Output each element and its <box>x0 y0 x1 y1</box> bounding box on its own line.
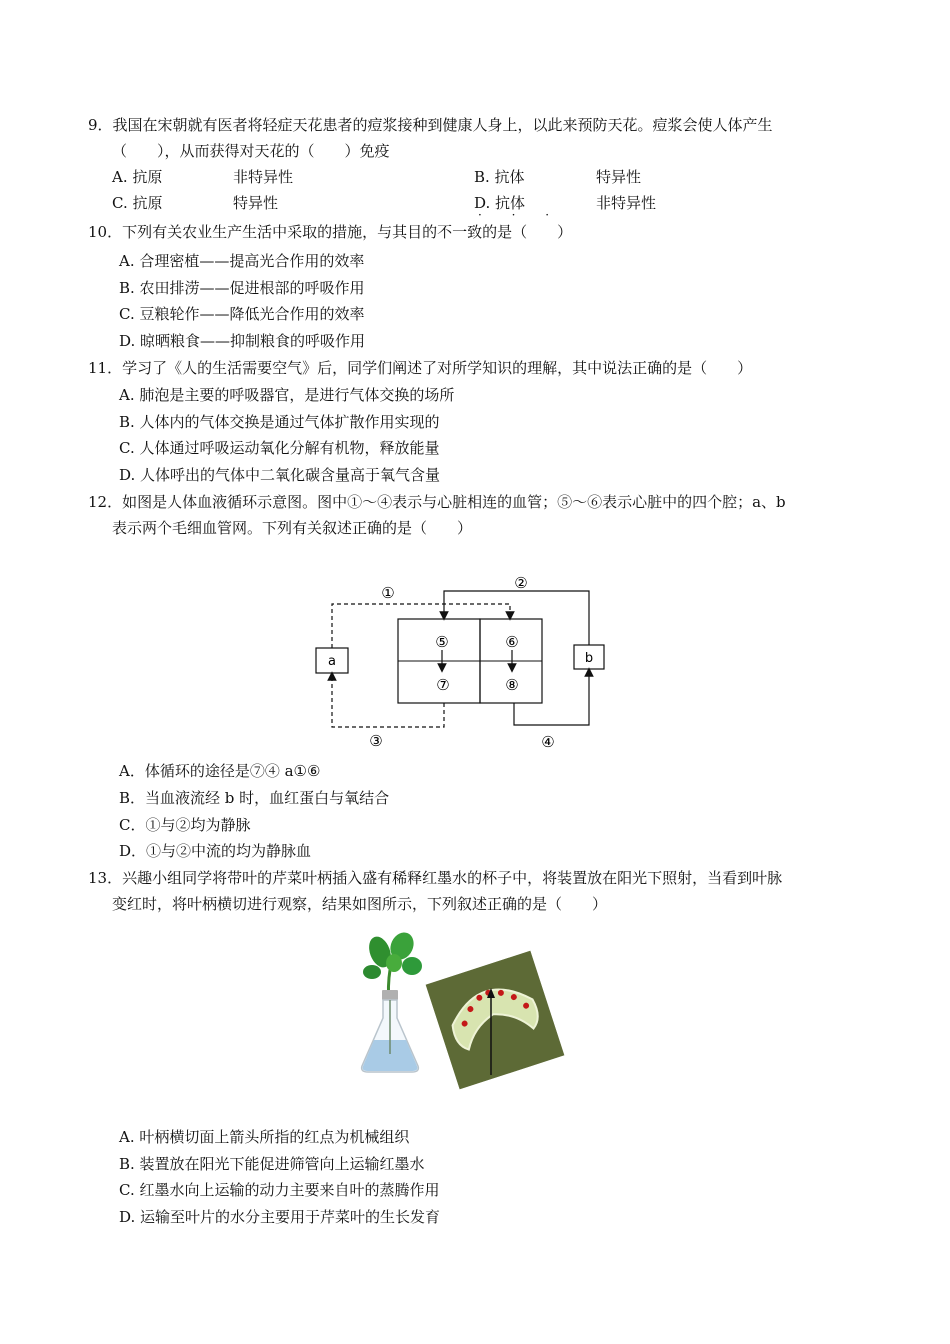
q10-emphasis-dots: · · · <box>478 208 563 222</box>
celery-flask-illustration <box>352 930 432 1075</box>
q11-option-b: B. 人体内的气体交换是通过气体扩散作用实现的 <box>119 413 440 431</box>
label-8: ⑧ <box>505 676 519 694</box>
label-a: a <box>328 654 336 669</box>
q9-option-a-key: A. 抗原 <box>112 168 163 186</box>
q12-option-c: C．①与②均为静脉 <box>119 816 251 834</box>
q13-stem-line2: 变红时，将叶柄横切进行观察，结果如图所示，下列叙述正确的是（ ） <box>112 895 608 913</box>
q12-stem-line2: 表示两个毛细血管网。下列有关叙述正确的是（ ） <box>112 519 473 537</box>
label-4: ④ <box>541 733 555 751</box>
label-6: ⑥ <box>505 633 519 651</box>
vessel-1 <box>332 604 510 648</box>
q9-option-d-value: 非特异性 <box>596 194 657 212</box>
vessel-3 <box>332 676 444 727</box>
q10-option-b: B. 农田排涝——促进根部的呼吸作用 <box>119 279 365 297</box>
q10-option-d: D. 晾晒粮食——抑制粮食的呼吸作用 <box>119 332 366 350</box>
q12-option-b: B．当血液流经 b 时，血红蛋白与氧结合 <box>119 789 390 807</box>
label-7: ⑦ <box>436 676 450 694</box>
q11-option-c: C. 人体通过呼吸运动氧化分解有机物，释放能量 <box>119 439 440 457</box>
q12-option-a: A．体循环的途径是⑦④ a①⑥ <box>119 762 321 780</box>
q10-option-c: C. 豆粮轮作——降低光合作用的效率 <box>119 305 365 323</box>
q9-option-d-key: D. 抗体 <box>474 194 526 212</box>
label-3: ③ <box>369 732 383 750</box>
label-1: ① <box>381 584 395 602</box>
label-2: ② <box>514 574 528 592</box>
q11-option-d: D. 人体呼出的气体中二氧化碳含量高于氧气含量 <box>119 466 441 484</box>
q9-option-c-value: 特异性 <box>233 194 279 212</box>
q13-option-d: D. 运输至叶片的水分主要用于芹菜叶的生长发育 <box>119 1208 441 1226</box>
q13-option-a: A. 叶柄横切面上箭头所指的红点为机械组织 <box>119 1128 410 1146</box>
q13-option-b: B. 装置放在阳光下能促进筛管向上运输红墨水 <box>119 1155 425 1173</box>
q10-stem: 10．下列有关农业生产生活中采取的措施，与其目的不一致的是（ ） <box>88 223 573 241</box>
q9-option-b-value: 特异性 <box>596 168 642 186</box>
q9-stem-line1: 9．我国在宋朝就有医者将轻症天花患者的痘浆接种到健康人身上，以此来预防天花。痘浆会使人体产生 <box>88 116 773 134</box>
blood-circulation-diagram <box>305 572 625 752</box>
q11-option-a: A. 肺泡是主要的呼吸器官，是进行气体交换的场所 <box>119 386 455 404</box>
label-5: ⑤ <box>435 633 449 651</box>
q13-stem-line1: 13．兴趣小组同学将带叶的芹菜叶柄插入盛有稀释红墨水的杯子中，将装置放在阳光下照射，当看到叶脉 <box>88 869 783 887</box>
q12-stem-line1: 12．如图是人体血液循环示意图。图中①～④表示与心脏相连的血管；⑤～⑥表示心脏中的四个腔；a、b <box>88 493 786 511</box>
q9-option-a-value: 非特异性 <box>233 168 294 186</box>
label-b: b <box>584 651 594 666</box>
q9-option-b-key: B. 抗体 <box>474 168 525 186</box>
q12-option-d: D．①与②中流的均为静脉血 <box>119 842 312 860</box>
q9-stem-line2: （ ），从而获得对天花的（ ）免疫 <box>112 142 390 160</box>
petiole-cross-section-photo <box>425 950 565 1090</box>
q13-option-c: C. 红墨水向上运输的动力主要来自叶的蒸腾作用 <box>119 1181 440 1199</box>
q10-option-a: A. 合理密植——提高光合作用的效率 <box>119 252 365 270</box>
q9-option-c-key: C. 抗原 <box>112 194 163 212</box>
q11-stem: 11．学习了《人的生活需要空气》后，同学们阐述了对所学知识的理解，其中说法正确的是（ ） <box>88 359 753 377</box>
vessel-4 <box>514 672 589 725</box>
